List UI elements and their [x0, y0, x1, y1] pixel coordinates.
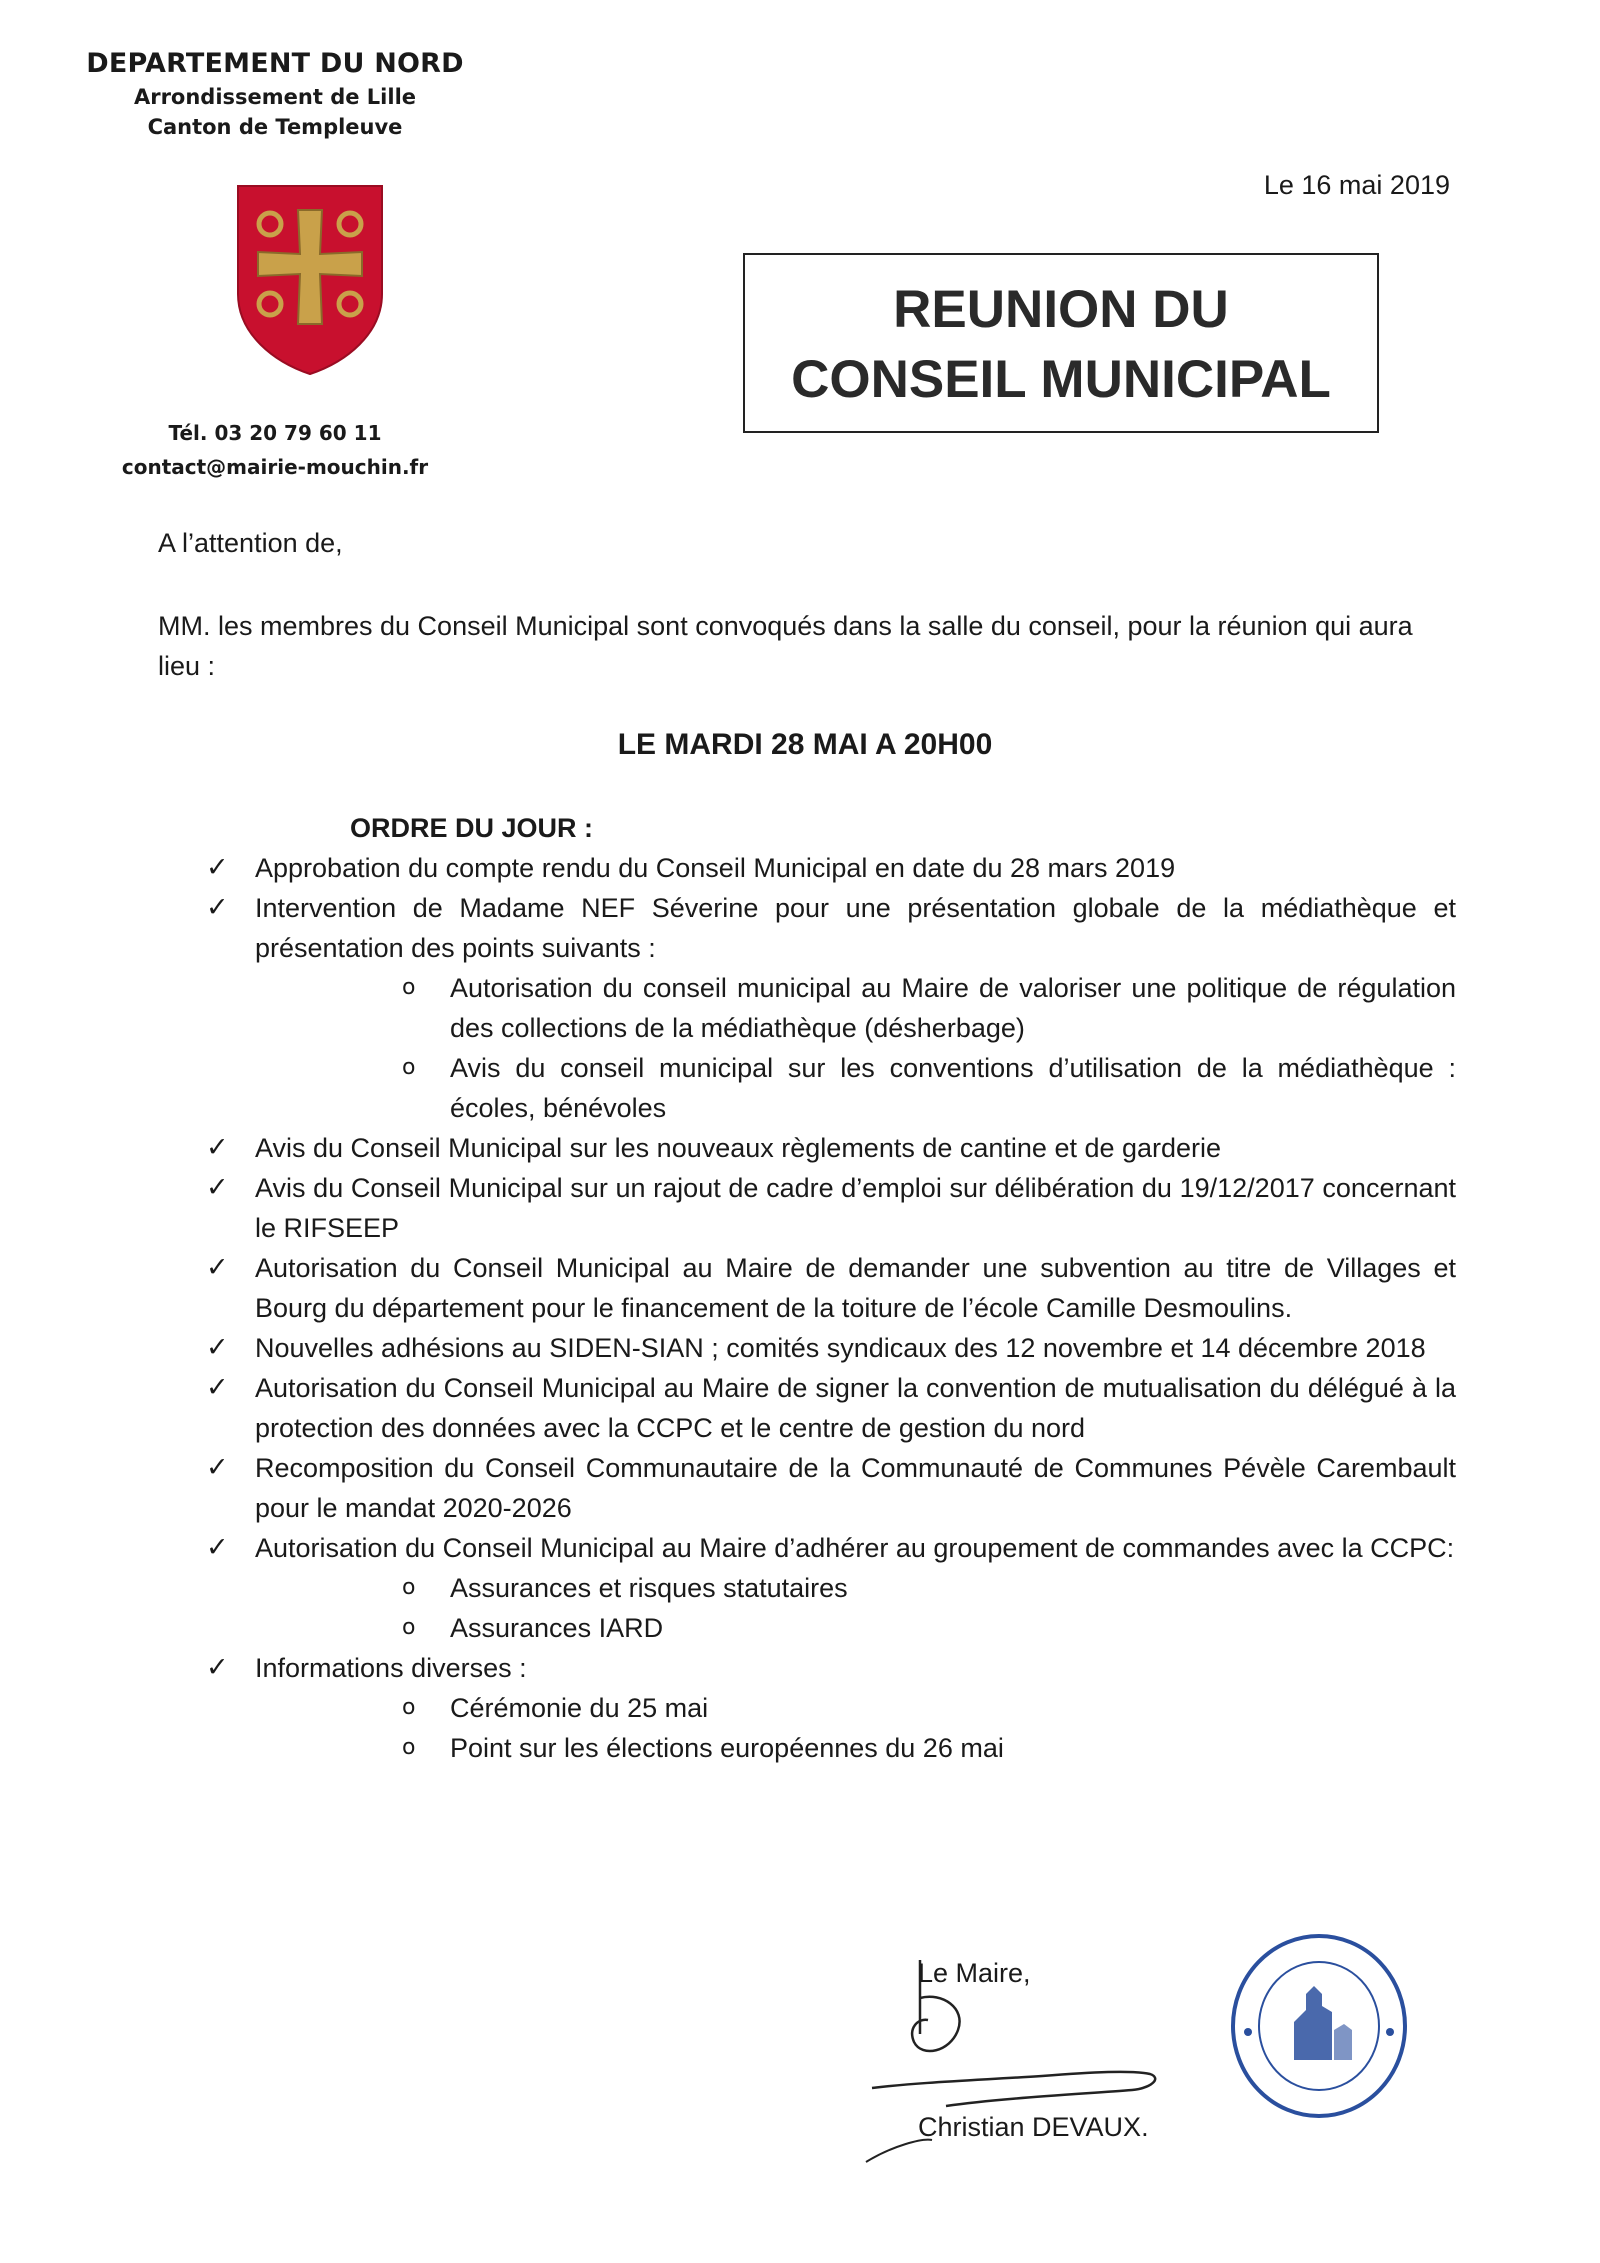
agenda-subitem: o Cérémonie du 25 mai — [206, 1688, 1456, 1728]
agenda-subitem: o Avis du conseil municipal sur les conventions d’utilisation de la médiathèque : écoles, bénévoles — [206, 1048, 1456, 1128]
checkmark-icon: ✓ — [206, 1532, 229, 1563]
circle-bullet-icon: o — [402, 1695, 416, 1720]
agenda-subitem: o Point sur les élections européennes du 26 mai — [206, 1728, 1456, 1768]
email-address: contact@mairie-mouchin.fr — [121, 455, 429, 479]
checkmark-icon: ✓ — [206, 852, 229, 883]
circle-bullet-icon: o — [402, 1575, 416, 1600]
circle-bullet-icon: o — [402, 975, 416, 1000]
agenda-item: ✓ Nouvelles adhésions au SIDEN-SIAN ; comités syndicaux des 12 novembre et 14 décembre 2018 — [206, 1328, 1456, 1368]
checkmark-icon: ✓ — [206, 1172, 229, 1203]
checkmark-icon: ✓ — [206, 1372, 229, 1403]
meeting-date: LE MARDI 28 MAI A 20H00 — [617, 728, 993, 761]
agenda-subitem: o Assurances et risques statutaires — [206, 1568, 1456, 1608]
checkmark-icon: ✓ — [206, 1332, 229, 1363]
letterhead — [60, 48, 490, 139]
signatory-name: Christian DEVAUX. — [918, 2112, 1149, 2142]
agenda-item: ✓ Approbation du compte rendu du Conseil Municipal en date du 28 mars 2019 — [206, 848, 1456, 888]
agenda-item: ✓ Recomposition du Conseil Communautaire de la Communauté de Communes Pévèle Carembault pour le mandat 2020-2026 — [206, 1448, 1456, 1528]
agenda-item: ✓ Autorisation du Conseil Municipal au Maire de demander une subvention au titre de Villages et Bourg du département pour le financement de la toiture de l’école Camille Desmoulins. — [206, 1248, 1456, 1328]
circle-bullet-icon: o — [402, 1055, 416, 1080]
agenda-item: ✓ Informations diverses : — [206, 1648, 1456, 1688]
agenda-list — [206, 848, 1456, 1768]
agenda-subitem: o Autorisation du conseil municipal au Maire de valoriser une politique de régulation des collections de la médiathèque (désherbage) — [206, 968, 1456, 1048]
letter-date: Le 16 mai 2019 — [1263, 170, 1450, 200]
official-stamp-icon — [1228, 1930, 1410, 2122]
agenda-item: ✓ Autorisation du Conseil Municipal au Maire de signer la convention de mutualisation du délégué à la protection des données avec la CCPC et le centre de gestion du nord — [206, 1368, 1456, 1448]
salutation: A l’attention de, — [158, 528, 343, 558]
agenda-item: ✓ Intervention de Madame NEF Séverine pour une présentation globale de la médiathèque et présentation des points suivants : — [206, 888, 1456, 968]
agenda-item: ✓ Avis du Conseil Municipal sur les nouveaux règlements de cantine et de garderie — [206, 1128, 1456, 1168]
arrondissement: Arrondissement de Lille — [133, 85, 417, 109]
phone-number: Tél. 03 20 79 60 11 — [168, 421, 382, 445]
coat-of-arms-icon — [236, 184, 384, 376]
circle-bullet-icon: o — [402, 1615, 416, 1640]
contact-info — [60, 416, 490, 484]
title-box — [743, 253, 1379, 433]
department-name: DEPARTEMENT DU NORD — [86, 48, 464, 79]
checkmark-icon: ✓ — [206, 1132, 229, 1163]
signatory-role: Le Maire, — [918, 1958, 1031, 1988]
title-line-1: REUNION DU — [893, 280, 1229, 339]
checkmark-icon: ✓ — [206, 1652, 229, 1683]
agenda-item: ✓ Autorisation du Conseil Municipal au Maire d’adhérer au groupement de commandes avec la CCPC: — [206, 1528, 1456, 1568]
title-line-2: CONSEIL MUNICIPAL — [791, 350, 1331, 409]
checkmark-icon: ✓ — [206, 1252, 229, 1283]
canton: Canton de Templeuve — [147, 115, 403, 139]
circle-bullet-icon: o — [402, 1735, 416, 1760]
checkmark-icon: ✓ — [206, 892, 229, 923]
intro-paragraph: MM. les membres du Conseil Municipal sont convoqués dans la salle du conseil, pour la réunion qui aura lieu : — [158, 611, 1413, 681]
agenda-heading: ORDRE DU JOUR : — [350, 813, 594, 843]
agenda-item: ✓ Avis du Conseil Municipal sur un rajout de cadre d’emploi sur délibération du 19/12/2017 concernant le RIFSEEP — [206, 1168, 1456, 1248]
checkmark-icon: ✓ — [206, 1452, 229, 1483]
agenda-subitem: o Assurances IARD — [206, 1608, 1456, 1648]
